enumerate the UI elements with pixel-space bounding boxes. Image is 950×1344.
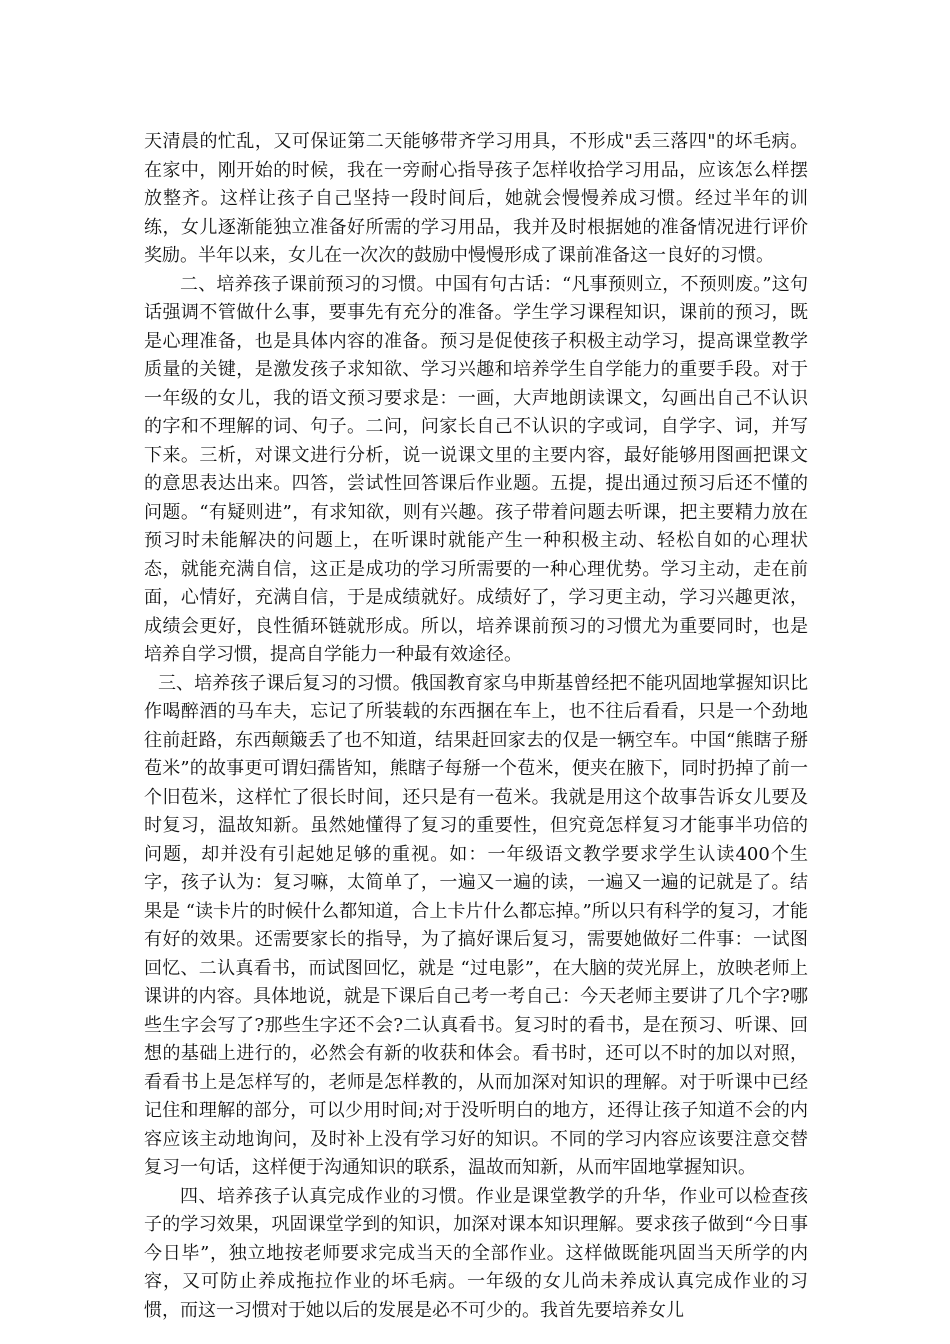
paragraph-habit-preparation-end: 天清晨的忙乱，又可保证第二天能够带齐学习用具，不形成"丢三落四"的坏毛病。在家中，刚开始的时候，我在一旁耐心指导孩子怎样收拾学习用品，应该怎么样摆放整齐。这样让孩子自己坚持一段时间后，她就会慢慢养成习惯。经过半年的训练，女儿逐渐能独立准备好所需的学习用品，我并及时根据她的准备情况进行评价奖励。半年以来，女儿在一次次的鼓励中慢慢形成了课前准备这一良好的习惯。 [144, 131, 808, 266]
paragraph-preview-habit: 二、培养孩子课前预习的习惯。中国有句古话：“凡事预则立，不预则废。”这句话强调不管做什么事，要事先有充分的准备。学生学习课程知识，课前的预习，既是心理准备，也是具体内容的准备。预习是促使孩子积极主动学习，提高课堂教学质量的关键，是激发孩子求知欲、学习兴趣和培养学生自学能力的重要手段。对于一年级的女儿，我的语文预习要求是：一画，大声地朗读课文，勾画出自己不认识的字和不理解的词、句子。二问，问家长自己不认识的字或词，自学字、词，并写下来。三析，对课文进行分析，说一说课文里的主要内容，最好能够用图画把课文的意思表达出来。四答，尝试性回答课后作业题。五提，提出通过预习后还不懂的问题。“有疑则进”，有求知欲，则有兴趣。孩子带着问题去听课，把主要精力放在预习时未能解决的问题上，在听课时就能产生一种积极主动、轻松自如的心理状态，就能充满自信，这正是成功的学习所需要的一种心理优势。学习主动，走在前面，心情好，充满自信，于是成绩就好。成绩好了，学习更主动，学习兴趣更浓，成绩会更好，良性循环链就形成。所以，培养课前预习的习惯尤为重要同时，也是培养自学习惯，提高自学能力一种最有效途径。 [144, 273, 808, 665]
document-page [144, 128, 808, 1325]
paragraph-homework-habit: 四、培养孩子认真完成作业的习惯。作业是课堂教学的升华，作业可以检查孩子的学习效果，巩固课堂学到的知识，加深对课本知识理解。要求孩子做到“今日事今日毕”，独立地按老师要求完成当天的全部作业。这样做既能巩固当天所学的内容，又可防止养成拖拉作业的坏毛病。一年级的女儿尚未养成认真完成作业的习惯，而这一习惯对于她以后的发展是必不可少的。我首先要培养女儿 [144, 1185, 808, 1321]
paragraph-review-habit: 三、培养孩子课后复习的习惯。俄国教育家乌申斯基曾经把不能巩固地掌握知识比作喝醉酒的马车夫，忘记了所装载的东西捆在车上，也不往后看看，只是一个劲地往前赶路，东西颠簸丢了也不知道，结果赶回家去的仅是一辆空车。中国“熊瞎子掰苞米”的故事更可谓妇孺皆知，熊瞎子每掰一个苞米，便夹在腋下，同时扔掉了前一个旧苞米，这样忙了很长时间，还只是有一苞米。我就是用这个故事告诉女儿要及时复习，温故知新。虽然她懂得了复习的重要性，但究竟怎样复习才能事半功倍的问题，却并没有引起她足够的重视。如：一年级语文教学要求学生认读400个生字，孩子认为：复习嘛，太简单了，一遍又一遍的读，一遍又一遍的记就是了。结果是 “读卡片的时候什么都知道，合上卡片什么都忘掉。”所以只有科学的复习，才能有好的效果。还需要家长的指导，为了搞好课后复习，需要她做好二件事：一试图回忆、二认真看书，而试图回忆，就是 “过电影”，在大脑的荧光屏上，放映老师上课讲的内容。具体地说，就是下课后自己考一考自己：今天老师主要讲了几个字?哪些生字会写了?那些生字还不会?二认真看书。复习时的看书，是在预习、听课、回想的基础上进行的，必然会有新的收获和体会。看书时，还可以不时的加以对照，看看书上是怎样写的，老师是怎样教的，从而加深对知识的理解。对于听课中已经记住和理解的部分，可以少用时间;对于没听明白的地方，还得让孩子知道不会的内容应该主动地询问，及时补上没有学习好的知识。不同的学习内容应该要注意交替复习一句话，这样便于沟通知识的联系，温故而知新，从而牢固地掌握知识。 [144, 672, 808, 1178]
